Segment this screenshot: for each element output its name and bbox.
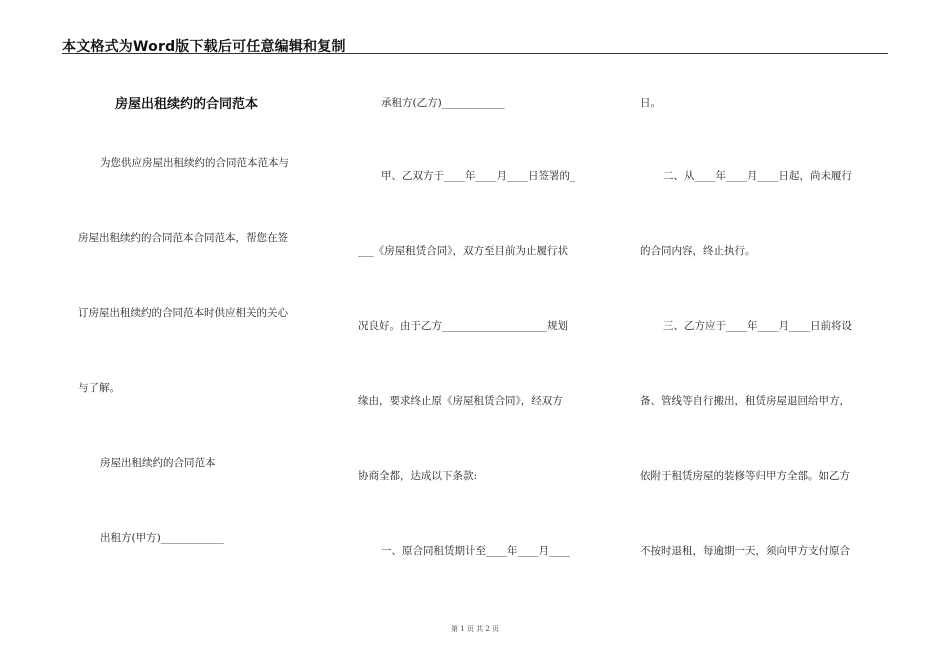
col2-line-4: 况良好。由于乙方____________________规划 xyxy=(358,320,568,332)
col3-line-3: 的合同内容，终止执行。 xyxy=(640,245,756,257)
col1-line-3: 订房屋出租续约的合同范本时供应相关的关心 xyxy=(78,307,288,319)
col3-line-5: 备、管线等自行搬出，租赁房屋退回给甲方， xyxy=(640,395,850,407)
col3-line-6: 依附于租赁房屋的装修等归甲方全部。如乙方 xyxy=(640,470,850,482)
col1-line-2: 房屋出租续约的合同范本合同范本，帮您在签 xyxy=(78,232,288,244)
document-title: 房屋出租续约的合同范本 xyxy=(115,97,259,112)
col1-line-4: 与了解。 xyxy=(78,382,120,394)
col2-line-1: 承租方(乙方)____________ xyxy=(381,97,505,109)
col2-line-7: 一、原合同租赁期计至____年____月____ xyxy=(381,545,570,557)
page-header-title: 本文格式为Word版下载后可任意编辑和复制 xyxy=(62,39,346,55)
col3-line-2: 二、从____年____月____日起，尚未履行 xyxy=(663,170,852,182)
header-divider xyxy=(62,53,888,54)
col1-line-1: 为您供应房屋出租续约的合同范本范本与 xyxy=(100,157,289,169)
col3-line-7: 不按时退租，每逾期一天，须向甲方支付原合 xyxy=(640,545,850,557)
col3-line-4: 三、乙方应于____年____月____日前将设 xyxy=(663,320,852,332)
col1-line-6: 出租方(甲方)____________ xyxy=(100,532,224,544)
col1-line-5: 房屋出租续约的合同范本 xyxy=(100,457,216,469)
col2-line-3: ___《房屋租赁合同》，双方至目前为止履行状 xyxy=(358,245,568,257)
page-footer: 第 1 页 共 2 页 xyxy=(450,625,500,633)
col2-line-5: 缘由，要求终止原《房屋租赁合同》，经双方 xyxy=(358,395,563,407)
col2-line-2: 甲、乙双方于____年____月____日签署的_ xyxy=(381,170,576,182)
col2-line-6: 协商全都，达成以下条款: xyxy=(358,470,478,482)
col3-line-1: 日。 xyxy=(640,97,661,109)
